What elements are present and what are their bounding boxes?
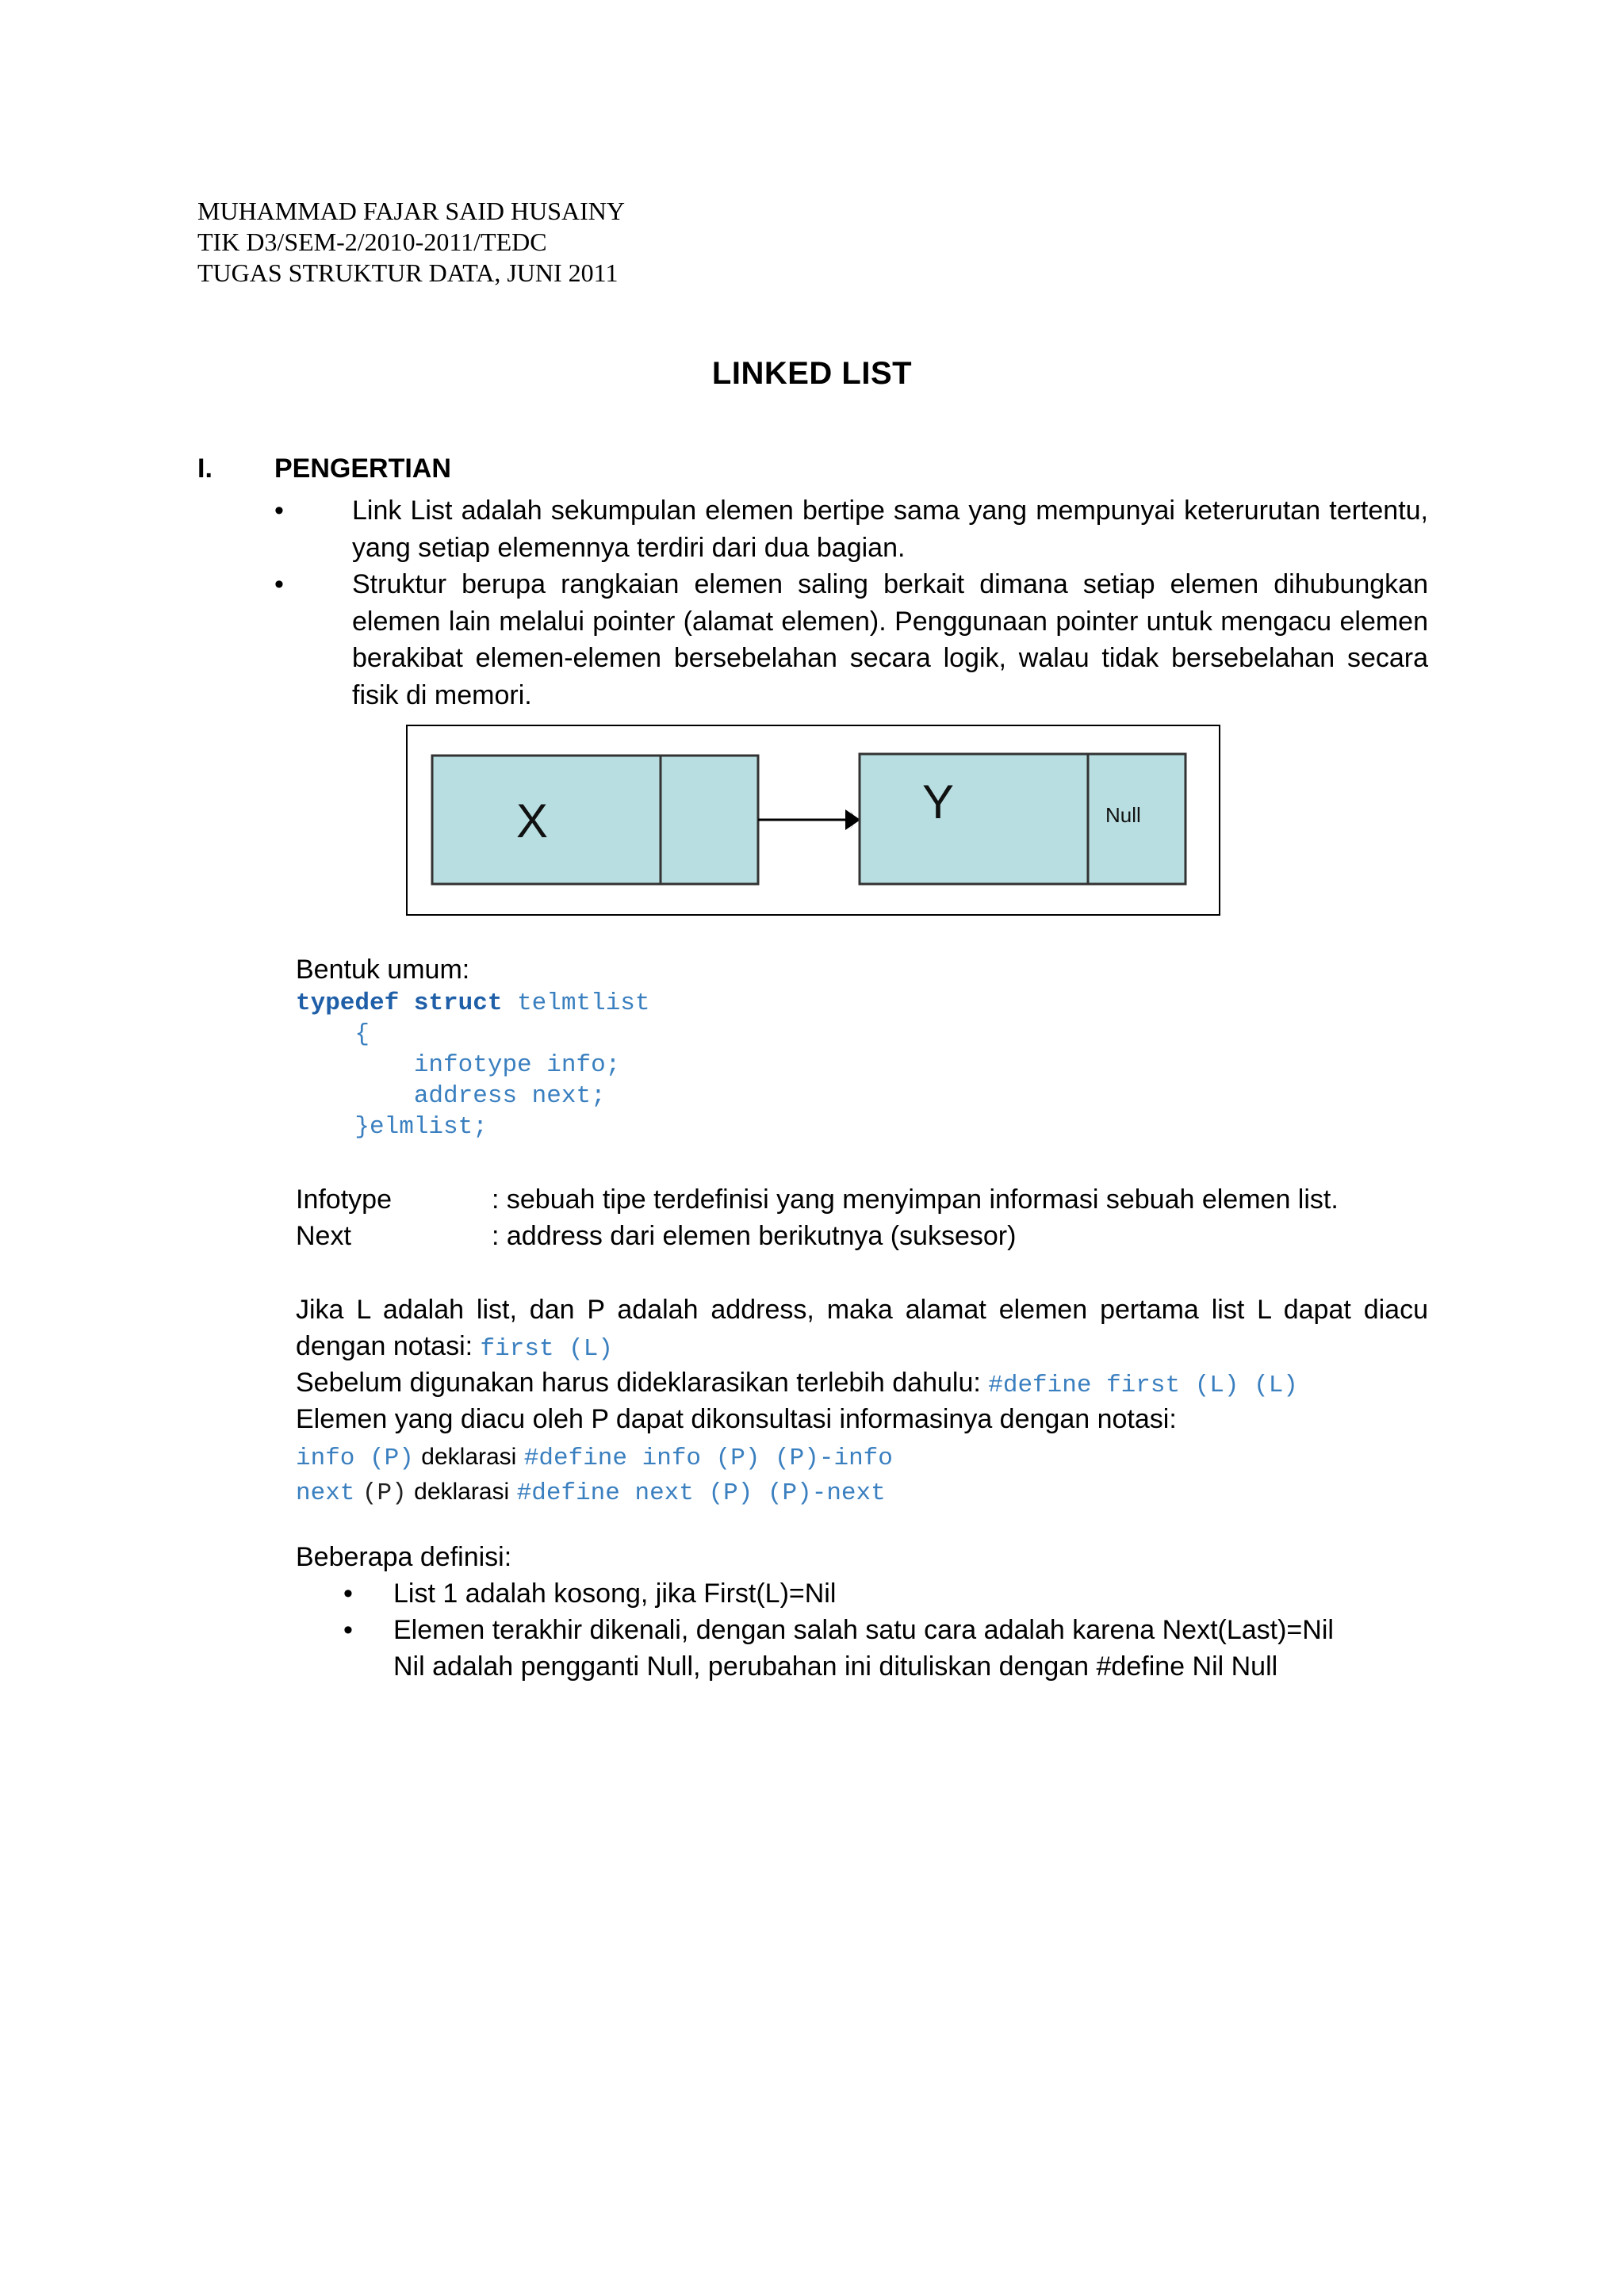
linked-list-diagram [406,725,1220,916]
list-item-continuation [296,1648,1428,1685]
definition-desc: : sebuah tipe terdefinisi yang menyimpan informasi sebuah elemen list. [492,1184,1339,1215]
definition-term: Infotype [296,1184,392,1215]
bullet-icon: • [274,496,284,526]
next-code: next [296,1479,355,1507]
next-p-code: (P) [362,1479,407,1507]
open-brace: { [354,1020,370,1048]
notation-text: dengan notasi: [296,1331,473,1361]
field-next: address next; [413,1082,606,1110]
bullet-icon: • [343,1615,353,1645]
struct-name: telmtlist [517,989,650,1017]
node-y-label: Y [922,775,955,828]
definition-term: Next [296,1221,351,1251]
diagram-svg [406,725,1220,916]
document-title: LINKED LIST [711,356,913,391]
assignment-info: TUGAS STRUKTUR DATA, JUNI 2011 [197,258,619,287]
definition-desc: : address dari elemen berikutnya (suksesor) [492,1221,1017,1251]
notation-line-1: Jika L adalah list, dan P adalah address, maka alamat elemen pertama list L dapat diacu [296,1295,1428,1325]
section-heading: PENGERTIAN [274,453,451,484]
author-header [197,196,625,289]
info-define-code: #define info (P) (P)-info [523,1445,893,1472]
notation-text: Sebelum digunakan harus dideklarasikan terlebih dahulu: [296,1368,981,1398]
info-notation-line [296,1437,1428,1477]
info-code: info (P) [296,1445,414,1472]
notation-code: first (L) [480,1335,613,1363]
node-y-info-box [860,754,1088,884]
class-info: TIK D3/SEM-2/2010-2011/TEDC [197,228,547,256]
notation-code: #define first (L) (L) [988,1372,1298,1399]
struct-code-block [296,988,1428,1142]
keyword-struct: struct [413,989,503,1017]
author-name: MUHAMMAD FAJAR SAID HUSAINY [197,197,626,225]
bullet-text: Struktur berupa rangkaian elemen saling berkait dimana setiap elemen dihubungkan elemen lain melalui pointer (alamat elemen). Penggunaan pointer untuk mengacu elemen berakibat elemen-elemen bersebelahan secara logik, walau tidak bersebelahan secara fisik di memori. [352,569,1428,710]
list-item-text: List 1 adalah kosong, jika First(L)=Nil [393,1578,837,1609]
list-item-text: Elemen terakhir dikenali, dengan salah satu cara adalah karena Next(Last)=Nil [393,1615,1334,1645]
null-label: Null [1105,803,1141,827]
node-x-next-box [661,756,758,884]
continuation-text: Nil adalah pengganti Null, perubahan ini dituliskan dengan #define Nil Null [393,1651,1278,1682]
beberapa-list [296,1575,1428,1685]
bullet-icon: • [274,569,284,599]
list-item [296,1612,1428,1648]
field-info: infotype info; [413,1051,621,1079]
section-number: I. [197,453,213,484]
next-define-code: #define next (P) (P)-next [516,1479,886,1507]
deklarasi-label: deklarasi [414,1479,510,1505]
bentuk-umum-label: Bentuk umum: [296,955,470,985]
struct-close: }elmlist; [354,1113,488,1141]
deklarasi-label: deklarasi [421,1444,517,1470]
next-notation-line [296,1472,1428,1512]
bullet-item [274,492,1428,566]
node-x-label: X [516,794,549,848]
bullet-item [274,566,1428,714]
bullet-icon: • [343,1578,353,1609]
list-item [296,1575,1428,1612]
keyword-typedef: typedef [296,989,400,1017]
bullet-text: Link List adalah sekumpulan elemen bertipe sama yang mempunyai keterurutan tertentu, yang setiap elemennya terdiri dari dua bagian. [352,496,1428,563]
notation-line-3 [296,1364,1428,1404]
notation-line-2 [296,1328,1428,1368]
beberapa-label: Beberapa definisi: [296,1542,512,1572]
notation-line-4: Elemen yang diacu oleh P dapat dikonsultasi informasinya dengan notasi: [296,1404,1177,1434]
definition-bullets [274,492,1428,714]
